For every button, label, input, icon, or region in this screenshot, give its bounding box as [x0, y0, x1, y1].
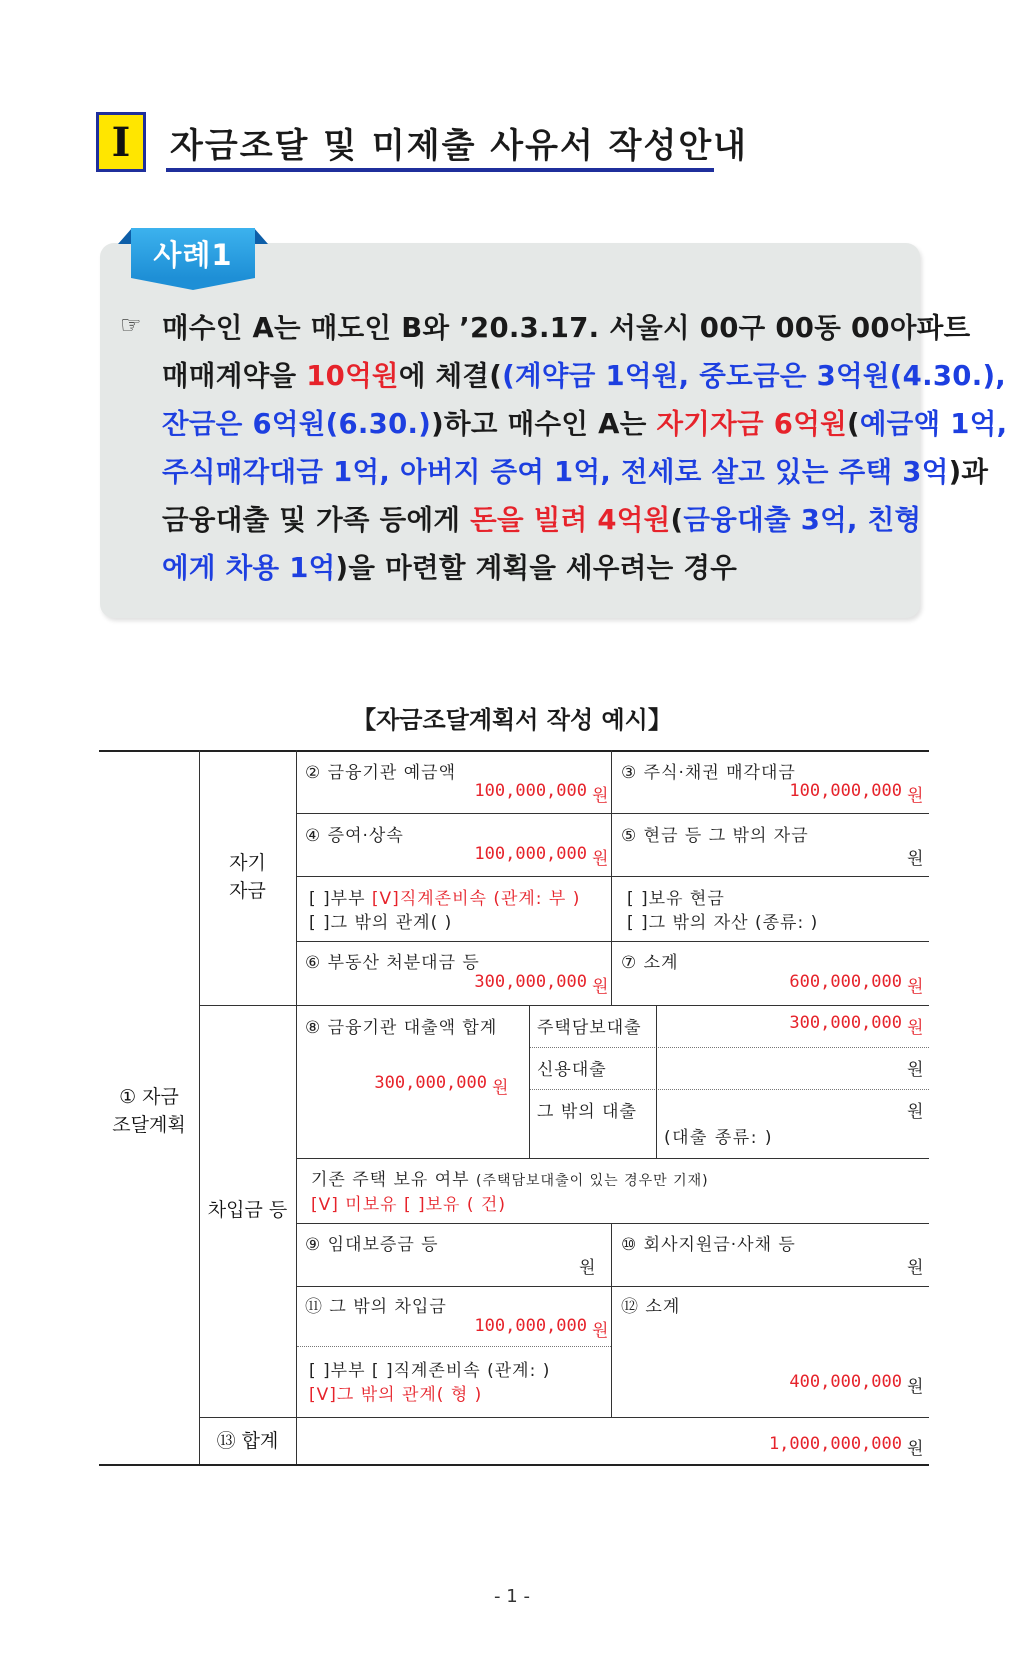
- total-label: ⑬ 합계: [216, 1430, 279, 1452]
- won-unit: 원: [579, 1258, 596, 1278]
- gift-inheritance-label: ④ 증여·상속: [305, 826, 404, 846]
- col-divider: [611, 750, 612, 1005]
- housing-ownership-checkbox[interactable]: [V] 미보유 [ ]보유 ( 건): [311, 1195, 506, 1215]
- credit-loan-label: 신용대출: [537, 1060, 607, 1080]
- own-subtotal-amount: 600,000,000: [789, 972, 902, 992]
- lineal-relative-checkbox[interactable]: [V]직계존비속 (관계: 부 ): [371, 889, 581, 909]
- funding-plan-table: [99, 750, 929, 1465]
- total-amount: 1,000,000,000: [768, 1434, 902, 1454]
- housing-question-text: 기존 주택 보유 여부: [311, 1170, 470, 1190]
- case-line-6: [162, 545, 737, 585]
- row-divider: [199, 1417, 929, 1418]
- other-loan-label: 그 밖의 대출: [537, 1102, 637, 1122]
- won-unit: 원: [592, 1321, 609, 1341]
- case-text-segment: )과: [948, 456, 989, 488]
- dotted-divider: [297, 1346, 611, 1347]
- property-sale-label: ⑥ 부동산 처분대금 등: [305, 953, 480, 973]
- funding-plan-label: ① 자금 조달계획: [112, 1086, 186, 1136]
- won-unit: 원: [907, 1439, 924, 1459]
- won-unit: 원: [907, 786, 924, 806]
- borrow-relationship-checkbox[interactable]: [ ]부부 [ ]직계존비속 (관계: ): [309, 1361, 551, 1381]
- own-subtotal-label: ⑦ 소계: [621, 953, 679, 973]
- own-funds-label: 자기 자금: [229, 852, 266, 902]
- borrowings-label: 차입금 등: [207, 1199, 288, 1221]
- won-unit: 원: [492, 1078, 509, 1098]
- case-text-segment: 잔금은 6억원(6.30.): [162, 408, 432, 440]
- case-text-segment: 에게 차용 1억: [162, 552, 336, 584]
- other-assets-checkbox[interactable]: [ ]그 밖의 자산 (종류: ): [627, 913, 819, 933]
- tab-ear-left: [118, 228, 132, 244]
- won-unit: 원: [592, 977, 609, 997]
- table-bottom-border: [99, 1464, 929, 1466]
- pointing-hand-icon: ☞: [120, 311, 142, 339]
- gift-inheritance-amount: 100,000,000: [474, 844, 587, 864]
- case-line-4: [162, 449, 988, 489]
- stock-sale-amount: 100,000,000: [789, 781, 902, 801]
- dotted-divider: [529, 1089, 929, 1090]
- case-text-segment: 금융대출 3억, 친형: [683, 504, 922, 536]
- case-text-segment: )하고 매수인 A는: [431, 408, 657, 440]
- won-unit: 원: [907, 1018, 924, 1038]
- won-unit: 원: [907, 1258, 924, 1278]
- case-text-segment: 돈을 빌려 4억원: [470, 504, 671, 536]
- table-top-border: [99, 750, 929, 752]
- case-text-segment: 에 체결(: [398, 360, 503, 392]
- other-borrowing-label: ⑪ 그 밖의 차입금: [305, 1297, 447, 1317]
- stock-sale-label: ③ 주식·채권 매각대금: [621, 763, 796, 783]
- deposit-label: ② 금융기관 예금액: [305, 763, 457, 783]
- row-divider: [297, 941, 929, 942]
- row-divider: [199, 1005, 929, 1006]
- deposit-amount: 100,000,000: [474, 781, 587, 801]
- case-text-segment: 예금액 1억,: [859, 408, 1008, 440]
- case-line-2: [162, 353, 1006, 393]
- case-text-segment: (계약금 1억원, 중도금은 3억원(4.30.),: [502, 360, 1007, 392]
- relationship-check-row: [309, 884, 580, 909]
- won-unit: 원: [592, 786, 609, 806]
- won-unit: 원: [592, 849, 609, 869]
- section-number-box: I: [96, 112, 146, 172]
- loan-type-field[interactable]: (대출 종류: ): [664, 1128, 773, 1148]
- case-tab-tail: [131, 278, 255, 290]
- won-unit: 원: [907, 977, 924, 997]
- mortgage-loan-amount: 300,000,000: [789, 1013, 902, 1033]
- case-tab-label: 사례1: [131, 228, 255, 278]
- other-borrowing-amount: 100,000,000: [474, 1316, 587, 1336]
- row-divider: [297, 1286, 929, 1287]
- rental-deposit-label: ⑨ 임대보증금 등: [305, 1235, 439, 1255]
- dotted-divider: [529, 1047, 929, 1048]
- won-unit: 원: [907, 849, 924, 869]
- case-text-segment: 10억원: [306, 360, 399, 392]
- case-line-1: 매수인 A는 매도인 B와 ’20.3.17. 서울시 00구 00동 00아파트: [162, 312, 971, 344]
- cash-on-hand-checkbox[interactable]: [ ]보유 현금: [627, 889, 725, 909]
- row-divider: [297, 1223, 929, 1224]
- other-relationship-brother-checkbox[interactable]: [V]그 밖의 관계( 형 ): [309, 1385, 483, 1405]
- other-relationship-checkbox[interactable]: [ ]그 밖의 관계( ): [309, 913, 453, 933]
- case-text-segment: 자기자금 6억원: [656, 408, 847, 440]
- col-divider: [296, 750, 297, 1464]
- case-text-segment: 금융대출 및 가족 등에게: [162, 504, 471, 536]
- case-text-segment: (: [670, 504, 684, 536]
- housing-ownership-question: [311, 1165, 709, 1190]
- col-divider: [656, 1005, 657, 1158]
- loan-total-label: ⑧ 금융기관 대출액 합계: [305, 1018, 498, 1038]
- won-unit: 원: [907, 1060, 924, 1080]
- mortgage-loan-label: 주택담보대출: [537, 1018, 642, 1038]
- case-line-3: [162, 401, 1007, 441]
- company-support-label: ⑩ 회사지원금·사채 등: [621, 1235, 796, 1255]
- col-divider: [529, 1005, 530, 1158]
- case-text-segment: 매매계약을: [162, 360, 307, 392]
- row-divider: [297, 813, 929, 814]
- section-title: 자금조달 및 미제출 사유서 작성안내: [170, 126, 749, 166]
- loan-total-amount: 300,000,000: [374, 1073, 487, 1093]
- housing-note: (주택담보대출이 있는 경우만 기재): [476, 1173, 709, 1189]
- case-text-segment: 주식매각대금 1억, 아버지 증여 1억, 전세로 살고 있는 주택 3억: [162, 456, 949, 488]
- borrow-subtotal-amount: 400,000,000: [789, 1372, 902, 1392]
- won-unit: 원: [907, 1377, 924, 1397]
- tab-ear-right: [254, 228, 268, 244]
- case-text-segment: (: [846, 408, 860, 440]
- case-text-segment: )을 마련할 계획을 세우려는 경우: [335, 552, 738, 584]
- col-divider: [611, 1223, 612, 1417]
- borrow-subtotal-label: ⑫ 소계: [621, 1297, 681, 1317]
- row-divider: [297, 876, 929, 877]
- property-sale-amount: 300,000,000: [474, 972, 587, 992]
- title-underline: [166, 168, 714, 172]
- won-unit: 원: [907, 1102, 924, 1122]
- case-line-5: [162, 497, 921, 537]
- page-number: - 1 -: [494, 1586, 530, 1607]
- row-divider: [297, 1158, 929, 1159]
- table-title: 【자금조달계획서 작성 예시】: [352, 706, 672, 734]
- cash-other-label: ⑤ 현금 등 그 밖의 자금: [621, 826, 809, 846]
- spouse-checkbox[interactable]: [ ]부부: [309, 889, 372, 909]
